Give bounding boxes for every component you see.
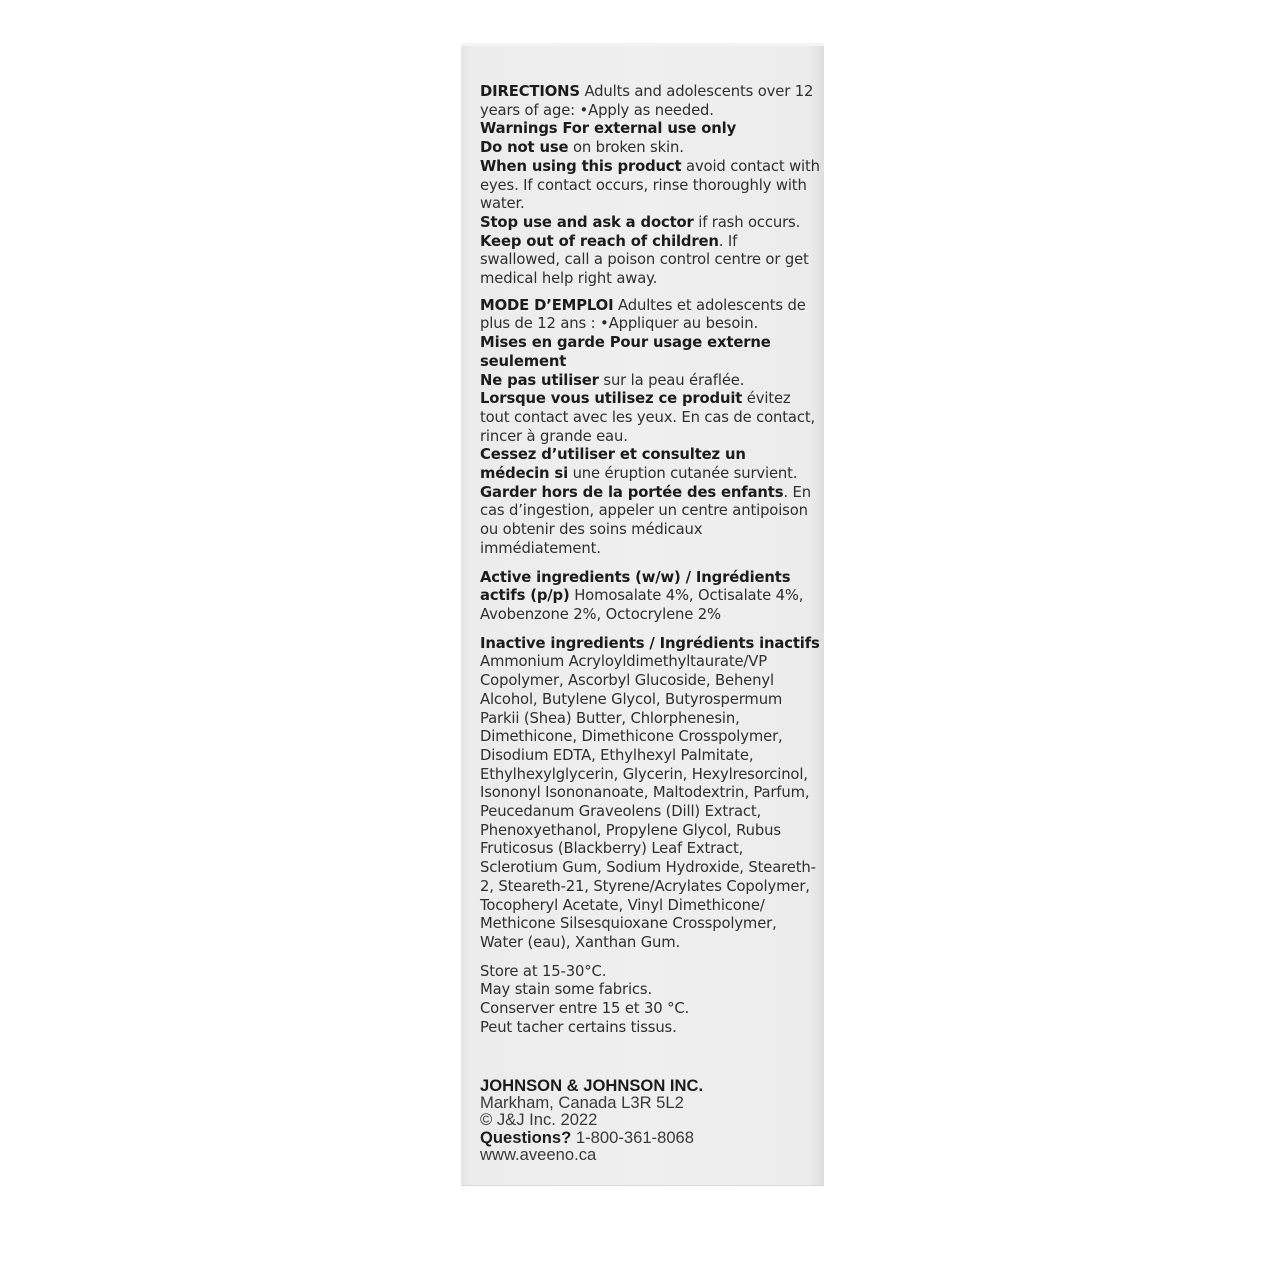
directions-block	[480, 83, 820, 120]
phone-number: 1-800-361-8068	[575, 1127, 694, 1147]
website: www.aveeno.ca	[480, 1144, 597, 1164]
company-name: JOHNSON & JOHNSON INC.	[480, 1076, 704, 1095]
company-info	[480, 1077, 810, 1163]
spacer	[480, 953, 820, 963]
when-using: When using this product avoid contact with eyes. If contact occurs, rinse thoroughly with water.	[480, 157, 820, 213]
keep-out-of-reach: Keep out of reach of children. If swallowed, call a poison control centre or get medical help right away.	[480, 232, 809, 288]
spacer	[480, 559, 820, 569]
storage-line: Conserver entre 15 et 30 °C.	[480, 1000, 690, 1018]
cessez-utiliser: Cessez d’utiliser et consultez un médecin si une éruption cutanée survient.	[480, 446, 798, 483]
company-address: Markham, Canada L3R 5L2	[480, 1093, 684, 1113]
garder-hors-portee: Garder hors de la portée des enfants. En cas d’ingestion, appeler un centre antipoison ou obtenir des soins médicaux immédiatement.	[480, 483, 811, 557]
copyright: © J&J Inc. 2022	[480, 1110, 598, 1130]
directions-text: Adults and adolescents over 12 years of age: •Apply as needed.	[480, 83, 814, 119]
mode-emploi-block: MODE D’EMPLOI Adultes et adolescents de plus de 12 ans : •Appliquer au besoin.	[480, 296, 806, 333]
spacer	[480, 289, 820, 297]
directions-title: DIRECTIONS	[480, 83, 580, 100]
mises-en-garde-title: Mises en garde Pour usage externe seulement	[480, 334, 771, 370]
product-box	[461, 43, 824, 1186]
storage-line: Store at 15-30°C.	[480, 962, 607, 980]
do-not-use: Do not use on broken skin.	[480, 139, 684, 157]
storage-line: May stain some fabrics.	[480, 981, 653, 999]
active-ingredients: Active ingredients (w/w) / Ingrédients actifs (p/p) Homosalate 4%, Octisalate 4%, Avobenzone 2%, Octocrylene 2%	[480, 568, 804, 623]
warnings-title: Warnings For external use only	[480, 120, 737, 138]
stop-use: Stop use and ask a doctor if rash occurs.	[480, 213, 801, 231]
storage-line: Peut tacher certains tissus.	[480, 1018, 677, 1036]
box-top-edge	[461, 43, 824, 46]
ne-pas-utiliser: Ne pas utiliser sur la peau éraflée.	[480, 371, 745, 389]
label-text-panel	[480, 83, 820, 1037]
lorsque-vous-utilisez: Lorsque vous utilisez ce produit évitez tout contact avec les yeux. En cas de contact, rincer à grande eau.	[480, 390, 816, 445]
spacer	[480, 625, 820, 635]
inactive-ingredients: Inactive ingredients / Ingrédients inactifs Ammonium Acryloyldimethyltaurate/VP Copolymer, Ascorbyl Glucoside, Behenyl Alcohol, Butylene Glycol, Butyrospermum Parkii (Shea) Butter, Chlorphenesin, Dimethicone, Dimethicone Crosspolymer, Disodium EDTA, Ethylhexyl Palmitate, Ethylhexylglycerin, Glycerin, Hexylresorcinol, Isononyl Isononanoate, Maltodextrin, Parfum, Peucedanum Graveolens (Dill) Extract, Phenoxyethanol, Propylene Glycol, Rubus Fruticosus (Blackberry) Leaf Extract, Sclerotium Gum, Sodium Hydroxide, Steareth-2, Steareth-21, Styrene/Acrylates Copolymer, Tocopheryl Acetate, Vinyl Dimethicone/ Methicone Silsesquioxane Crosspolymer, Water (eau), Xanthan Gum.	[480, 634, 820, 951]
questions-line: Questions? 1-800-361-8068	[480, 1127, 694, 1147]
